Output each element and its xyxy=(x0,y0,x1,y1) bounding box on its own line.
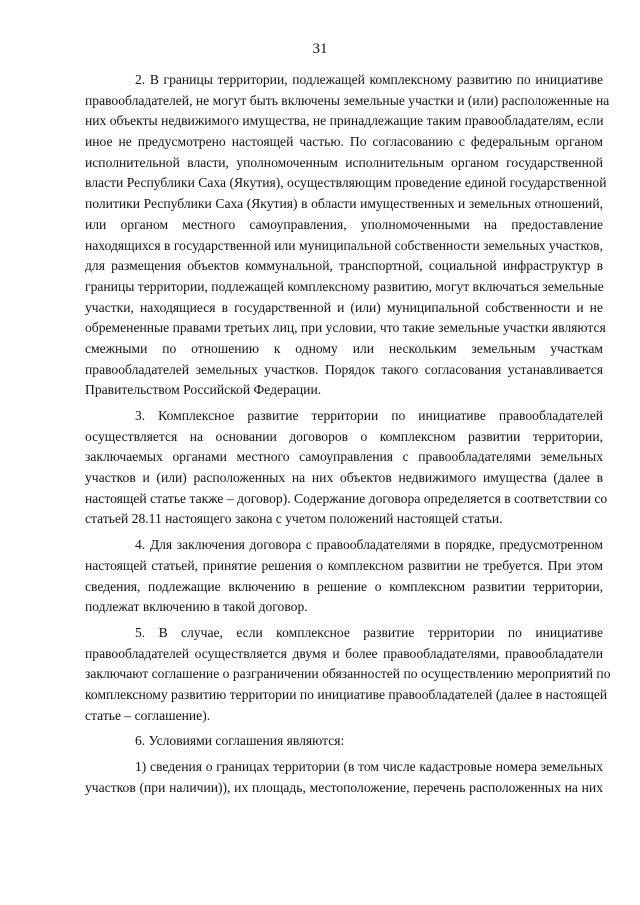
paragraph-line: для размещения объектов коммунальной, транспортной, социальной инфраструктур в xyxy=(85,258,603,274)
paragraph-line: заключаемых органами местного самоуправления с правообладателями земельных xyxy=(85,449,603,465)
paragraph xyxy=(85,406,608,530)
paragraph-line: обремененные правами третьих лиц, при условии, что такие земельные участки являются xyxy=(85,320,606,336)
paragraph-line: исполнительной власти, уполномоченным исполнительным органом государственной xyxy=(85,154,603,170)
paragraph-line: 3. Комплексное развитие территории по инициативе правообладателей xyxy=(135,408,603,423)
paragraph-line: участков и (или) расположенных на них объектов недвижимого имущества (далее в xyxy=(85,470,603,486)
paragraph-line: участки, находящиеся в государственной и (или) муниципальной собственности и не xyxy=(85,299,603,315)
paragraph-line: комплексному развитию территории по инициативе правообладателей (далее в настоящей xyxy=(85,686,608,702)
paragraph-line: правообладателей, не могут быть включены земельные участки и (или) расположенные на xyxy=(85,92,610,108)
paragraph-line: настоящей статьей, принятие решения о комплексном развитии не требуется. При этом xyxy=(85,557,603,573)
paragraph xyxy=(85,535,603,618)
paragraph-line: правообладателей осуществляется двумя и более правообладателями, правообладатели xyxy=(85,645,603,661)
paragraph-line: политики Республики Саха (Якутия) в области имущественных и земельных отношений, xyxy=(85,196,603,212)
paragraph xyxy=(85,623,611,726)
paragraph-line: иное не предусмотрено настоящей частью. По согласованию с федеральным органом xyxy=(85,134,603,150)
paragraph-line: участков (при наличии)), их площадь, местоположение, перечень расположенных на них xyxy=(85,779,603,795)
paragraph-line: 1) сведения о границах территории (в том числе кадастровые номера земельных xyxy=(135,759,603,774)
paragraph xyxy=(85,731,603,752)
paragraph-line: смежными по отношению к одному или нескольким земельным участкам xyxy=(85,340,603,356)
paragraph-line: или органом местного самоуправления, уполномоченными на предоставление xyxy=(85,216,603,232)
paragraph-line: 4. Для заключения договора с правообладателями в порядке, предусмотренном xyxy=(135,537,603,553)
paragraph-line: подлежат включению в такой договор. xyxy=(85,599,308,615)
paragraph-line: власти Республики Саха (Якутия), осуществляющим проведение единой государственной xyxy=(85,175,607,191)
paragraph-line: сведения, подлежащие включению в решение о комплексном развитии территории, xyxy=(85,578,603,594)
paragraph-line: 2. В границы территории, подлежащей комплексному развитию по инициативе xyxy=(135,72,603,87)
paragraph xyxy=(85,757,603,798)
paragraph-line: настоящей статье также – договор). Содержание договора определяется в соответствии со xyxy=(85,490,608,506)
paragraph-line: правообладателей земельных участков. Порядок такого согласования устанавливается xyxy=(85,361,603,377)
paragraph-line: 6. Условиями соглашения являются: xyxy=(135,733,345,749)
paragraph-line: Правительством Российской Федерации. xyxy=(85,382,322,398)
paragraph-line: статьей 28.11 настоящего закона с учетом положений настоящей статьи. xyxy=(85,511,503,527)
page-number: 31 xyxy=(312,41,328,57)
paragraph-line: них объекты недвижимого имущества, не принадлежащие таким правообладателям, если xyxy=(85,113,604,129)
paragraph-line: заключают соглашение о разграничении обязанностей по осуществлению мероприятий по xyxy=(85,666,611,682)
paragraph-line: осуществляется на основании договоров о комплексном развитии территории, xyxy=(85,428,603,444)
paragraph-line: границы территории, подлежащей комплексному развитию, могут включаться земельные xyxy=(85,278,604,294)
paragraph xyxy=(85,70,610,401)
paragraph-line: находящихся в государственной или муниципальной собственности земельных участков, xyxy=(85,237,603,253)
paragraph-line: 5. В случае, если комплексное развитие территории по инициативе xyxy=(135,624,603,640)
paragraph-line: статье – соглашение). xyxy=(85,707,211,723)
document-body xyxy=(85,70,611,798)
